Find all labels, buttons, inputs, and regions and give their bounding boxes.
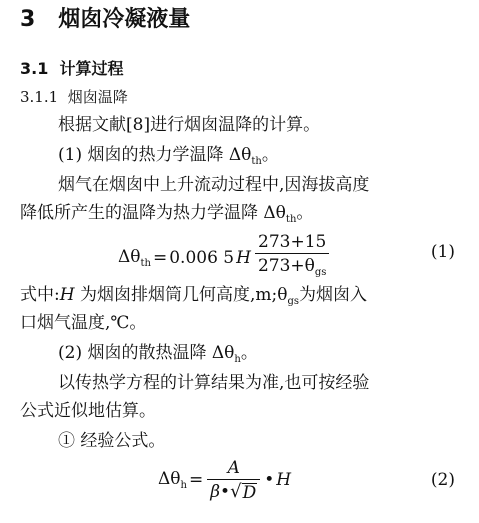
paragraph-text: 以传热学方程的计算结果为准,也可按经验 [58,373,370,393]
equation-body [158,458,291,502]
paragraph-text: 降低所产生的温降为热力学温降 Δθ [20,203,286,223]
subscript: th [285,214,297,225]
section-number: 3 [20,7,36,32]
paragraph-text: 式中: [20,285,60,305]
paragraph-text: 口烟气温度,℃。 [20,313,147,333]
subscript: th [251,156,262,167]
item-heat-loss-drop [58,342,258,371]
subsection-number: 3.1 [20,59,49,78]
eq1-numerator: 273+15 [258,232,327,252]
equation-2 [0,456,479,512]
eq1-fraction [255,232,329,283]
eq2-lhs: $\Delta\theta_h$ [158,469,187,491]
eq2-variable-h: H [276,470,292,490]
paragraph-text: 为烟囱排烟筒几何高度,m;θ [74,285,288,305]
item-text: (1) 烟囱的热力学温降 Δθ [58,145,252,165]
subsubsection-number: 3.1.1 [20,88,59,106]
eq1-variable-h: H [236,247,251,268]
item-text: ① 经验公式。 [58,431,166,451]
subsection-title: 计算过程 [59,59,124,78]
subscript: h [234,354,241,365]
paragraph-line [58,174,369,196]
item-end: 。 [261,145,279,165]
equation-body [118,232,331,283]
eq2-dot: • [264,470,275,490]
paragraph-end: 。 [296,203,314,223]
paragraph-line [20,400,156,422]
paragraph-reference [58,114,320,136]
eq1-denominator: $273+\theta_{gs}$ [255,253,329,283]
subsection-heading [20,58,124,80]
paragraph-text: 为烟囱入 [299,285,367,305]
item-text: (2) 烟囱的散热温降 Δθ [58,343,235,363]
paragraph-text: 根据文献[8]进行烟囱温降的计算。 [58,115,321,135]
equation-number: (2) [430,470,455,490]
item-thermodynamic-drop [58,144,279,173]
eq2-fraction [207,458,260,502]
eq1-coefficient: 0.006 5 [169,247,235,268]
subscript: gs [287,296,299,307]
eq2-numerator: A [227,458,240,478]
subsubsection-title: 烟囱温降 [67,88,128,106]
section-heading [20,6,190,34]
paragraph-line [20,312,146,334]
paragraph-line [20,202,313,231]
item-end: 。 [240,343,258,363]
sqrt-symbol: √ D [230,481,257,503]
section-title: 烟囱冷凝液量 [58,7,191,32]
eq2-equals: = [188,470,204,490]
equation-number: (1) [430,242,455,262]
equation-1 [0,228,479,284]
paragraph-text: 公式近似地估算。 [20,401,156,421]
variable-h: H [59,285,75,305]
item-empirical-formula [58,430,165,452]
eq1-lhs: $\Delta\theta_{th}$ [118,246,151,269]
paragraph-text: 烟气在烟囱中上升流动过程中,因海拔高度 [58,175,370,195]
eq2-denominator: β• √ D [207,479,260,502]
paragraph-line [58,372,369,394]
subsubsection-heading [20,86,128,108]
eq1-equals: = [152,247,168,268]
paragraph-line [20,284,367,313]
